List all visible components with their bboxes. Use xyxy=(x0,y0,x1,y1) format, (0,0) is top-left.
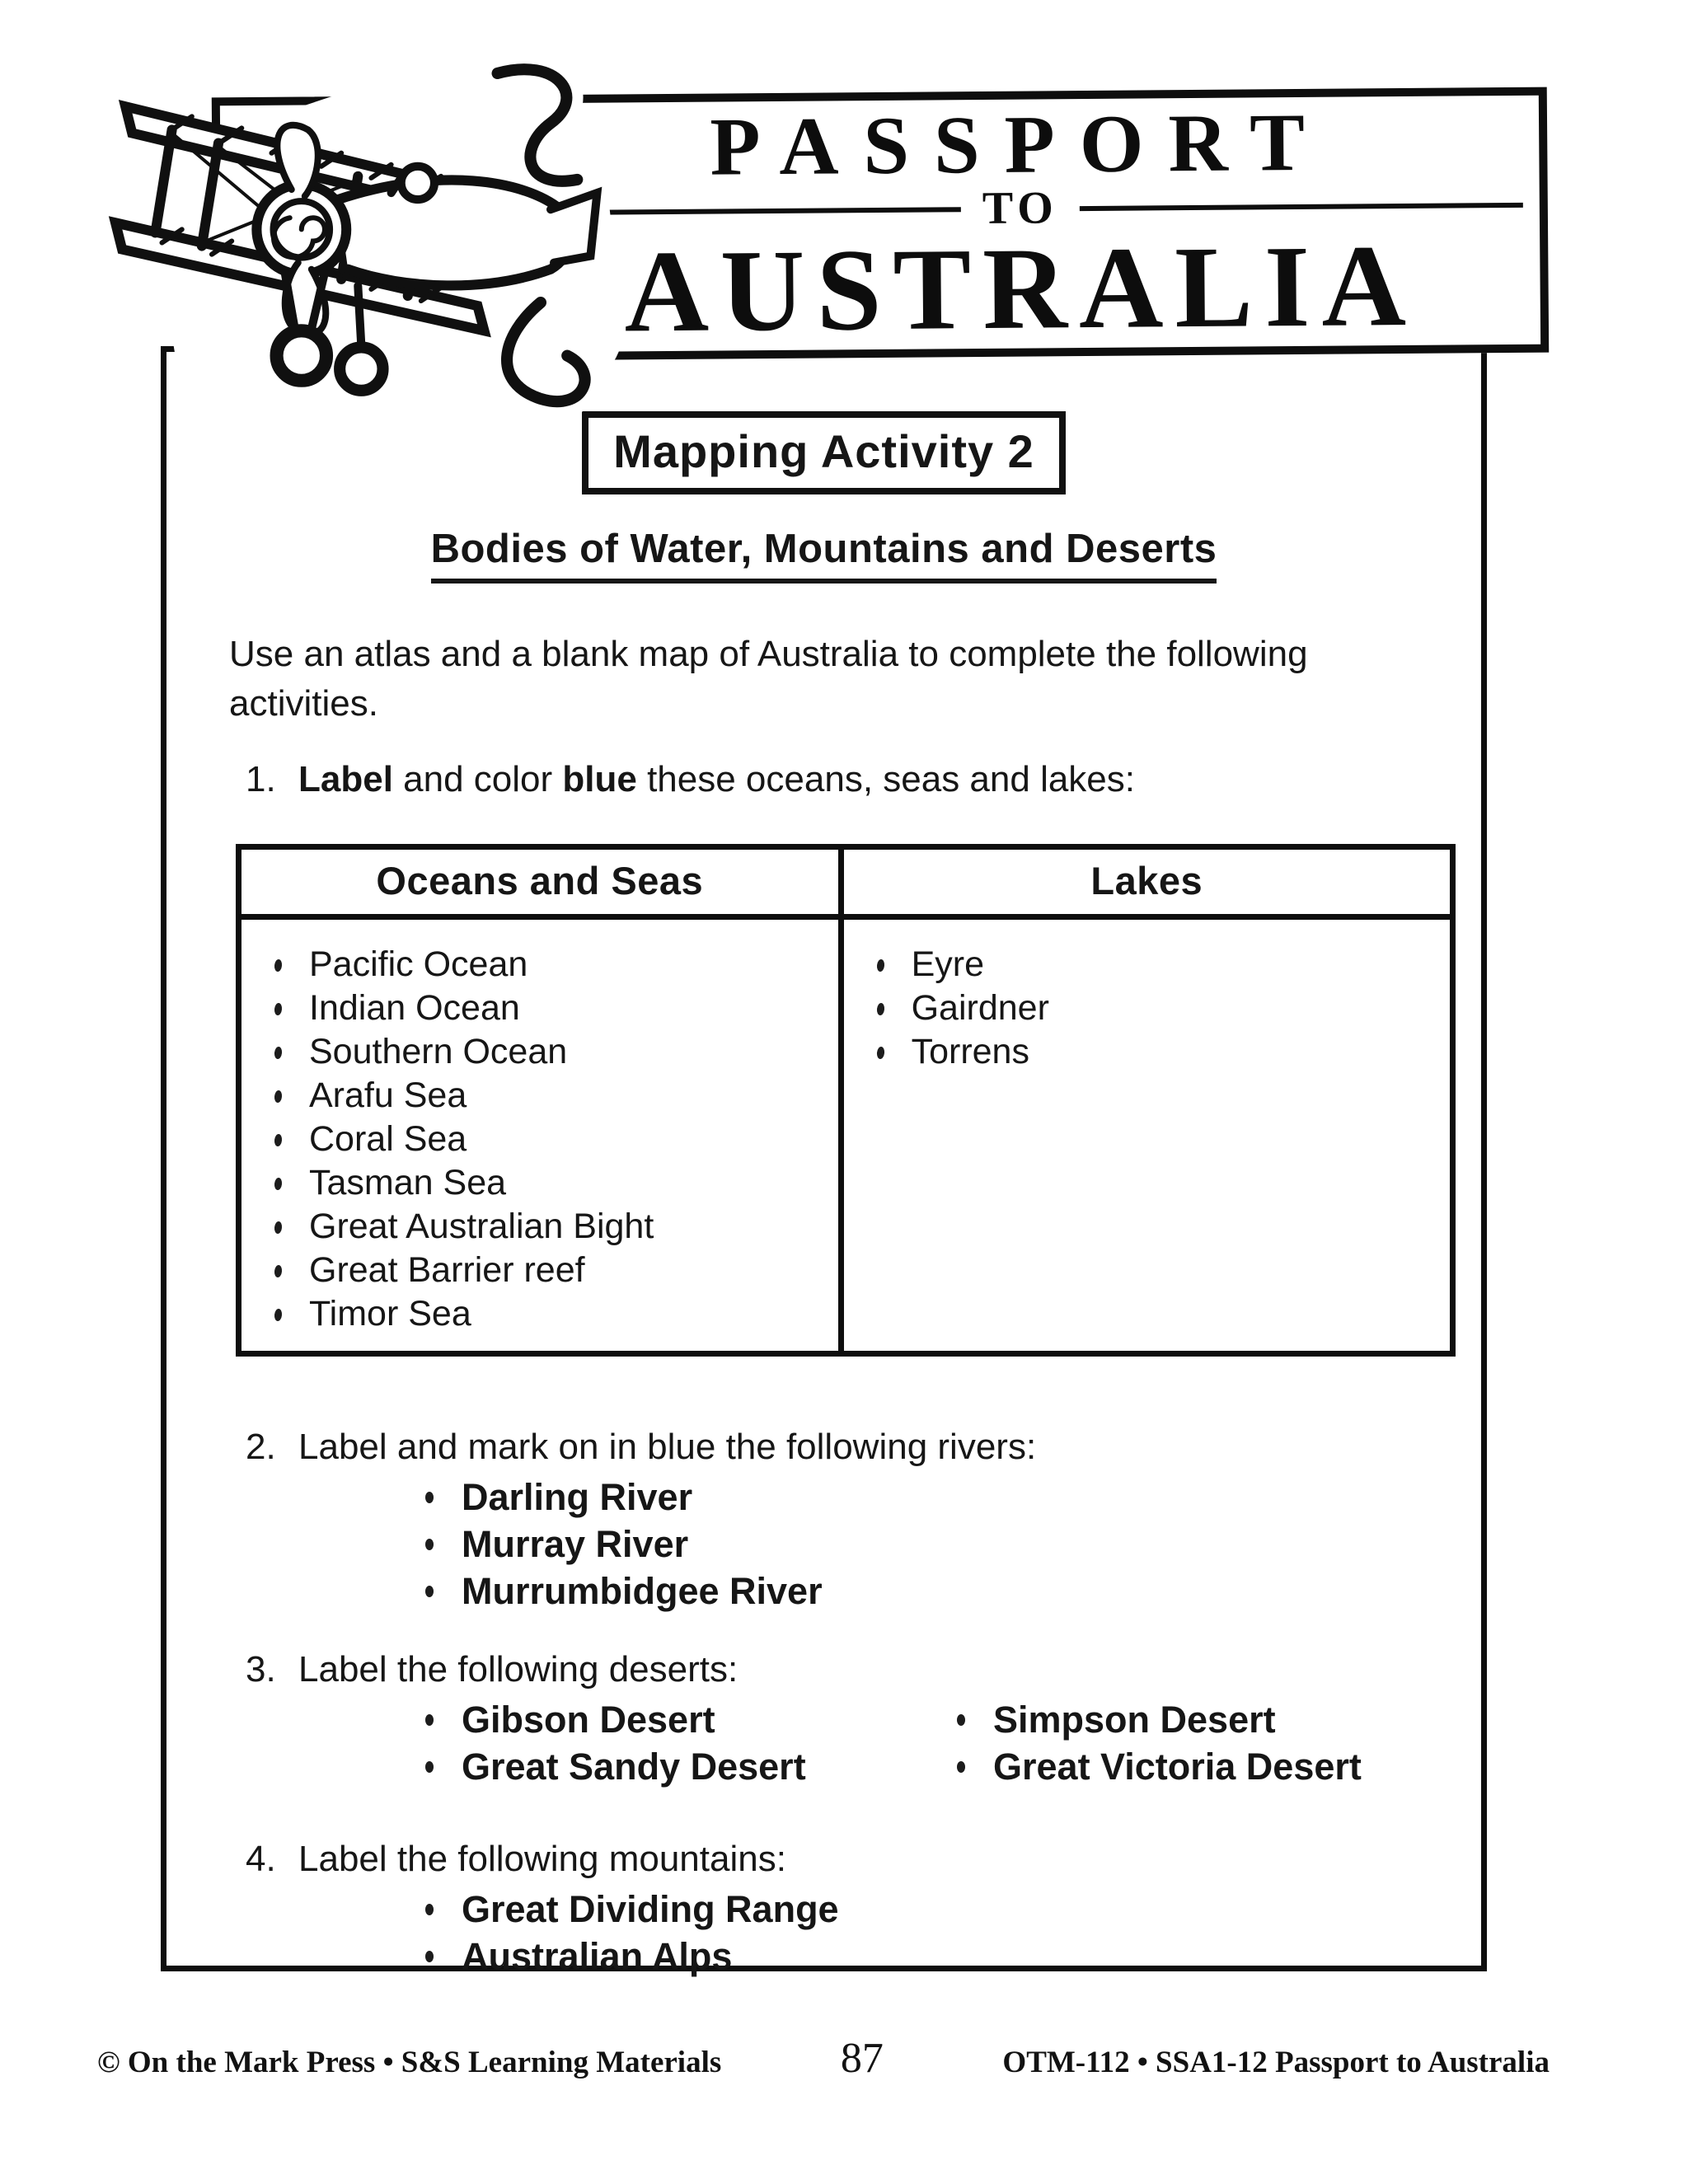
oceans-seas-list xyxy=(266,943,830,1336)
banner-rule-right xyxy=(1080,202,1523,210)
list-item: Eyre xyxy=(869,943,1442,987)
task-1-mid: and color xyxy=(392,759,563,799)
intro-text: Use an atlas and a blank map of Australia to complete the following activities. xyxy=(229,634,1308,724)
task-3-text: Label the following deserts: xyxy=(298,1649,738,1690)
list-item: Torrens xyxy=(869,1030,1442,1074)
banner-title-passport: PASSPORT xyxy=(710,96,1330,193)
list-item: Pacific Ocean xyxy=(266,943,830,987)
table-body-row xyxy=(239,917,1453,1354)
footer-publisher: © On the Mark Press • S&S Learning Materials xyxy=(97,2046,722,2079)
biplane-icon xyxy=(106,56,654,431)
page-footer xyxy=(97,2034,1550,2083)
table-header-row xyxy=(239,847,1453,917)
column-header-oceans-seas: Oceans and Seas xyxy=(239,847,842,917)
worksheet-subtitle: Bodies of Water, Mountains and Deserts xyxy=(431,526,1217,583)
list-item: Coral Sea xyxy=(266,1118,830,1161)
task-1-number: 1. xyxy=(246,759,276,799)
activity-title: Mapping Activity 2 xyxy=(613,425,1034,477)
banner-title-australia: AUSTRALIA xyxy=(623,219,1418,357)
task-2 xyxy=(246,1426,1481,1469)
page-number: 87 xyxy=(840,2035,884,2082)
task-1-text xyxy=(298,758,1135,801)
list-item: Australian Alps xyxy=(422,1938,1481,1975)
task-2-number: 2. xyxy=(246,1427,276,1467)
oceans-lakes-table xyxy=(236,844,1456,1357)
list-item: Murrumbidgee River xyxy=(422,1572,1481,1610)
task-1 xyxy=(246,758,1481,801)
task-1-bold-blue: blue xyxy=(562,759,637,799)
task-4-number: 4. xyxy=(246,1839,276,1879)
list-item: Arafu Sea xyxy=(266,1074,830,1118)
list-item: Great Australian Bight xyxy=(266,1205,830,1249)
list-item: Gairdner xyxy=(869,987,1442,1030)
list-item: Gibson Desert xyxy=(422,1701,954,1739)
content-box xyxy=(161,346,1487,1977)
list-item: Great Sandy Desert xyxy=(422,1748,954,1786)
list-item: Great Barrier reef xyxy=(266,1249,830,1292)
oceans-seas-cell xyxy=(239,917,842,1354)
lakes-cell xyxy=(841,917,1452,1354)
list-item: Great Dividing Range xyxy=(422,1891,1481,1929)
list-item: Darling River xyxy=(422,1479,1481,1516)
mountains-list xyxy=(422,1888,1481,1977)
activity-title-box xyxy=(582,411,1066,494)
list-item: Simpson Desert xyxy=(954,1701,1362,1739)
task-3 xyxy=(246,1648,1481,1691)
deserts-list-left xyxy=(422,1701,954,1795)
task-2-text: Label and mark on in blue the following rivers: xyxy=(298,1427,1037,1467)
rivers-list xyxy=(422,1476,1481,1612)
task-1-bold-label: Label xyxy=(298,759,393,799)
deserts-list-right xyxy=(954,1701,1362,1795)
task-1-rest: these oceans, seas and lakes: xyxy=(636,759,1136,799)
list-item: Tasman Sea xyxy=(266,1161,830,1205)
list-item: Murray River xyxy=(422,1526,1481,1563)
task-4 xyxy=(246,1838,1481,1881)
column-header-lakes: Lakes xyxy=(841,847,1452,917)
banner-title-block xyxy=(517,96,1524,357)
task-4-list-block xyxy=(422,1888,1481,1977)
task-2-list-block xyxy=(422,1476,1481,1612)
banner-title-to: TO xyxy=(982,182,1059,235)
subtitle-wrap xyxy=(166,526,1481,583)
list-item: Southern Ocean xyxy=(266,1030,830,1074)
task-3-number: 3. xyxy=(246,1649,276,1690)
task-3-list-block xyxy=(422,1701,1481,1795)
list-item: Indian Ocean xyxy=(266,987,830,1030)
lakes-list xyxy=(869,943,1442,1074)
list-item: Great Victoria Desert xyxy=(954,1748,1362,1786)
task-4-text: Label the following mountains: xyxy=(298,1839,786,1879)
list-item: Timor Sea xyxy=(266,1292,830,1336)
footer-product-code: OTM-112 • SSA1-12 Passport to Australia xyxy=(1002,2046,1550,2079)
